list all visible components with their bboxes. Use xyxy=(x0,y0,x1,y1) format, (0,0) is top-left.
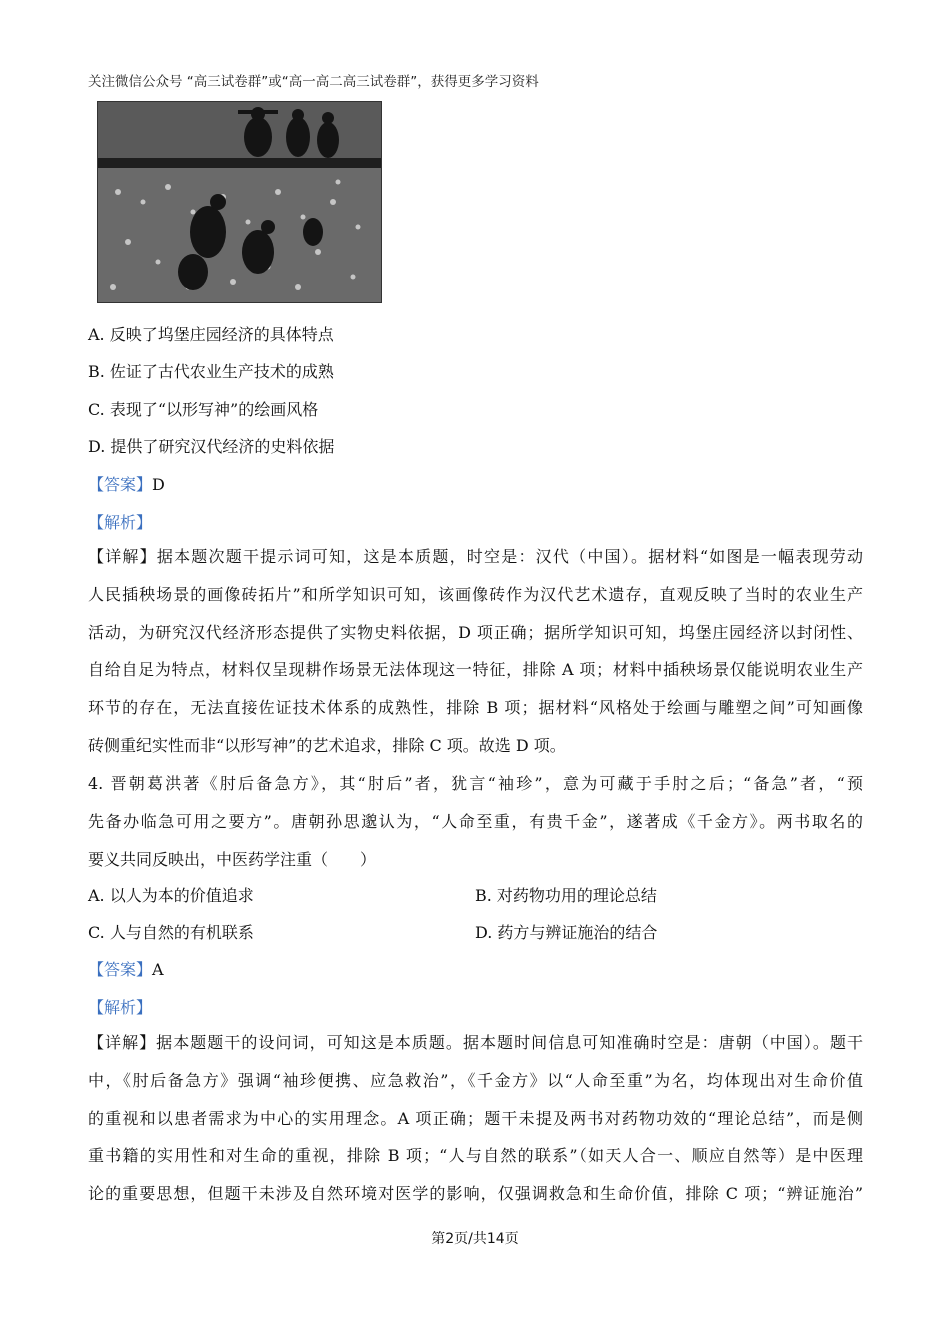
q3-detail-line: 自给自足为特点，材料仅呈现耕作场景无法体现这一特征，排除 A 项；材料中插秧场景仅能说明农业生产 xyxy=(88,660,863,680)
q3-answer xyxy=(88,472,165,495)
answer-value: D xyxy=(152,475,165,494)
q4-detail-line: 中，《肘后备急方》强调“袖珍便携、应急救治”，《千金方》以“人命至重”为名，均体现出对生命价值 xyxy=(88,1070,863,1090)
q4-analysis-tag: 【解析】 xyxy=(88,998,153,1017)
q3-detail-line: 人民插秧场景的画像砖拓片”和所学知识可知，该画像砖作为汉代艺术遗存，直观反映了当时的农业生产 xyxy=(88,584,863,604)
q3-analysis-tag: 【解析】 xyxy=(88,513,153,532)
answer-tag: 【答案】 xyxy=(88,475,153,494)
rubbing-image-farming-scene xyxy=(97,101,382,303)
q4-answer xyxy=(88,957,164,980)
q4-stem xyxy=(88,765,863,878)
q3-option-b: B. 佐证了古代农业生产技术的成熟 xyxy=(88,362,334,381)
q4-option-d: D. 药方与辨证施治的结合 xyxy=(475,923,658,942)
q4-option-c: C. 人与自然的有机联系 xyxy=(88,923,254,942)
q3-detail-line: 【详解】据本题次题干提示词可知，这是本质题，时空是：汉代（中国）。据材料“如图是一幅表现劳动 xyxy=(88,547,863,566)
q4-detail-line: 的重视和以患者需求为中心的实用理念。A 项正确；题干未提及两书对药物功效的“理论总结”，而是侧 xyxy=(88,1108,863,1128)
answer-value: A xyxy=(152,960,164,979)
answer-tag: 【答案】 xyxy=(88,960,153,979)
q4-detail-line: 论的重要思想，但题干未涉及自然环境对医学的影响，仅强调救急和生命价值，排除 C 项；“辨证施治” xyxy=(88,1184,863,1204)
q4-stem-line: 要义共同反映出，中医药学注重（ ） xyxy=(88,849,377,869)
q3-option-a: A. 反映了坞堡庄园经济的具体特点 xyxy=(88,325,334,344)
q3-detail-line: 环节的存在，无法直接佐证技术体系的成熟性，排除 B 项；据材料“风格处于绘画与雕塑之间”可知画像 xyxy=(88,698,863,718)
q4-detail-line: 重书籍的实用性和对生命的重视，排除 B 项；“人与自然的联系”（如天人合一、顺应自然等）是中医理 xyxy=(88,1146,863,1166)
q3-detail-line: 活动，为研究汉代经济形态提供了实物史料依据，D 项正确；据所学知识可知，坞堡庄园经济以封闭性、 xyxy=(88,622,863,642)
q4-stem-line: 先备办临急可用之要方”。唐朝孙思邈认为，“人命至重，有贵千金”，遂著成《千金方》。两书取名的 xyxy=(88,811,863,831)
page-header-notice: 关注微信公众号 “高三试卷群”或“高一高二高三试卷群”，获得更多学习资料 xyxy=(88,74,539,90)
q4-detail-paragraph xyxy=(88,1024,863,1213)
q3-detail-paragraph xyxy=(88,538,863,765)
q4-option-a: A. 以人为本的价值追求 xyxy=(88,886,254,905)
q4-stem-line: 4. 晋朝葛洪著《肘后备急方》，其“肘后”者，犹言“袖珍”，意为可藏于手肘之后；“备急”者，“预 xyxy=(88,774,863,793)
brick-rubbing-picture xyxy=(98,102,381,302)
q4-option-b: B. 对药物功用的理论总结 xyxy=(475,886,657,905)
page-number-footer: 第2页/共14页 xyxy=(431,1231,519,1247)
q3-option-c: C. 表现了“以形写神”的绘画风格 xyxy=(88,400,319,419)
q3-detail-line: 砖侧重纪实性而非“以形写神”的艺术追求，排除 C 项。故选 D 项。 xyxy=(88,735,566,755)
q4-detail-line: 【详解】据本题题干的设问词，可知这是本质题。据本题时间信息可知准确时空是：唐朝（中国）。题干 xyxy=(88,1033,863,1052)
q3-option-d: D. 提供了研究汉代经济的史料依据 xyxy=(88,437,335,456)
